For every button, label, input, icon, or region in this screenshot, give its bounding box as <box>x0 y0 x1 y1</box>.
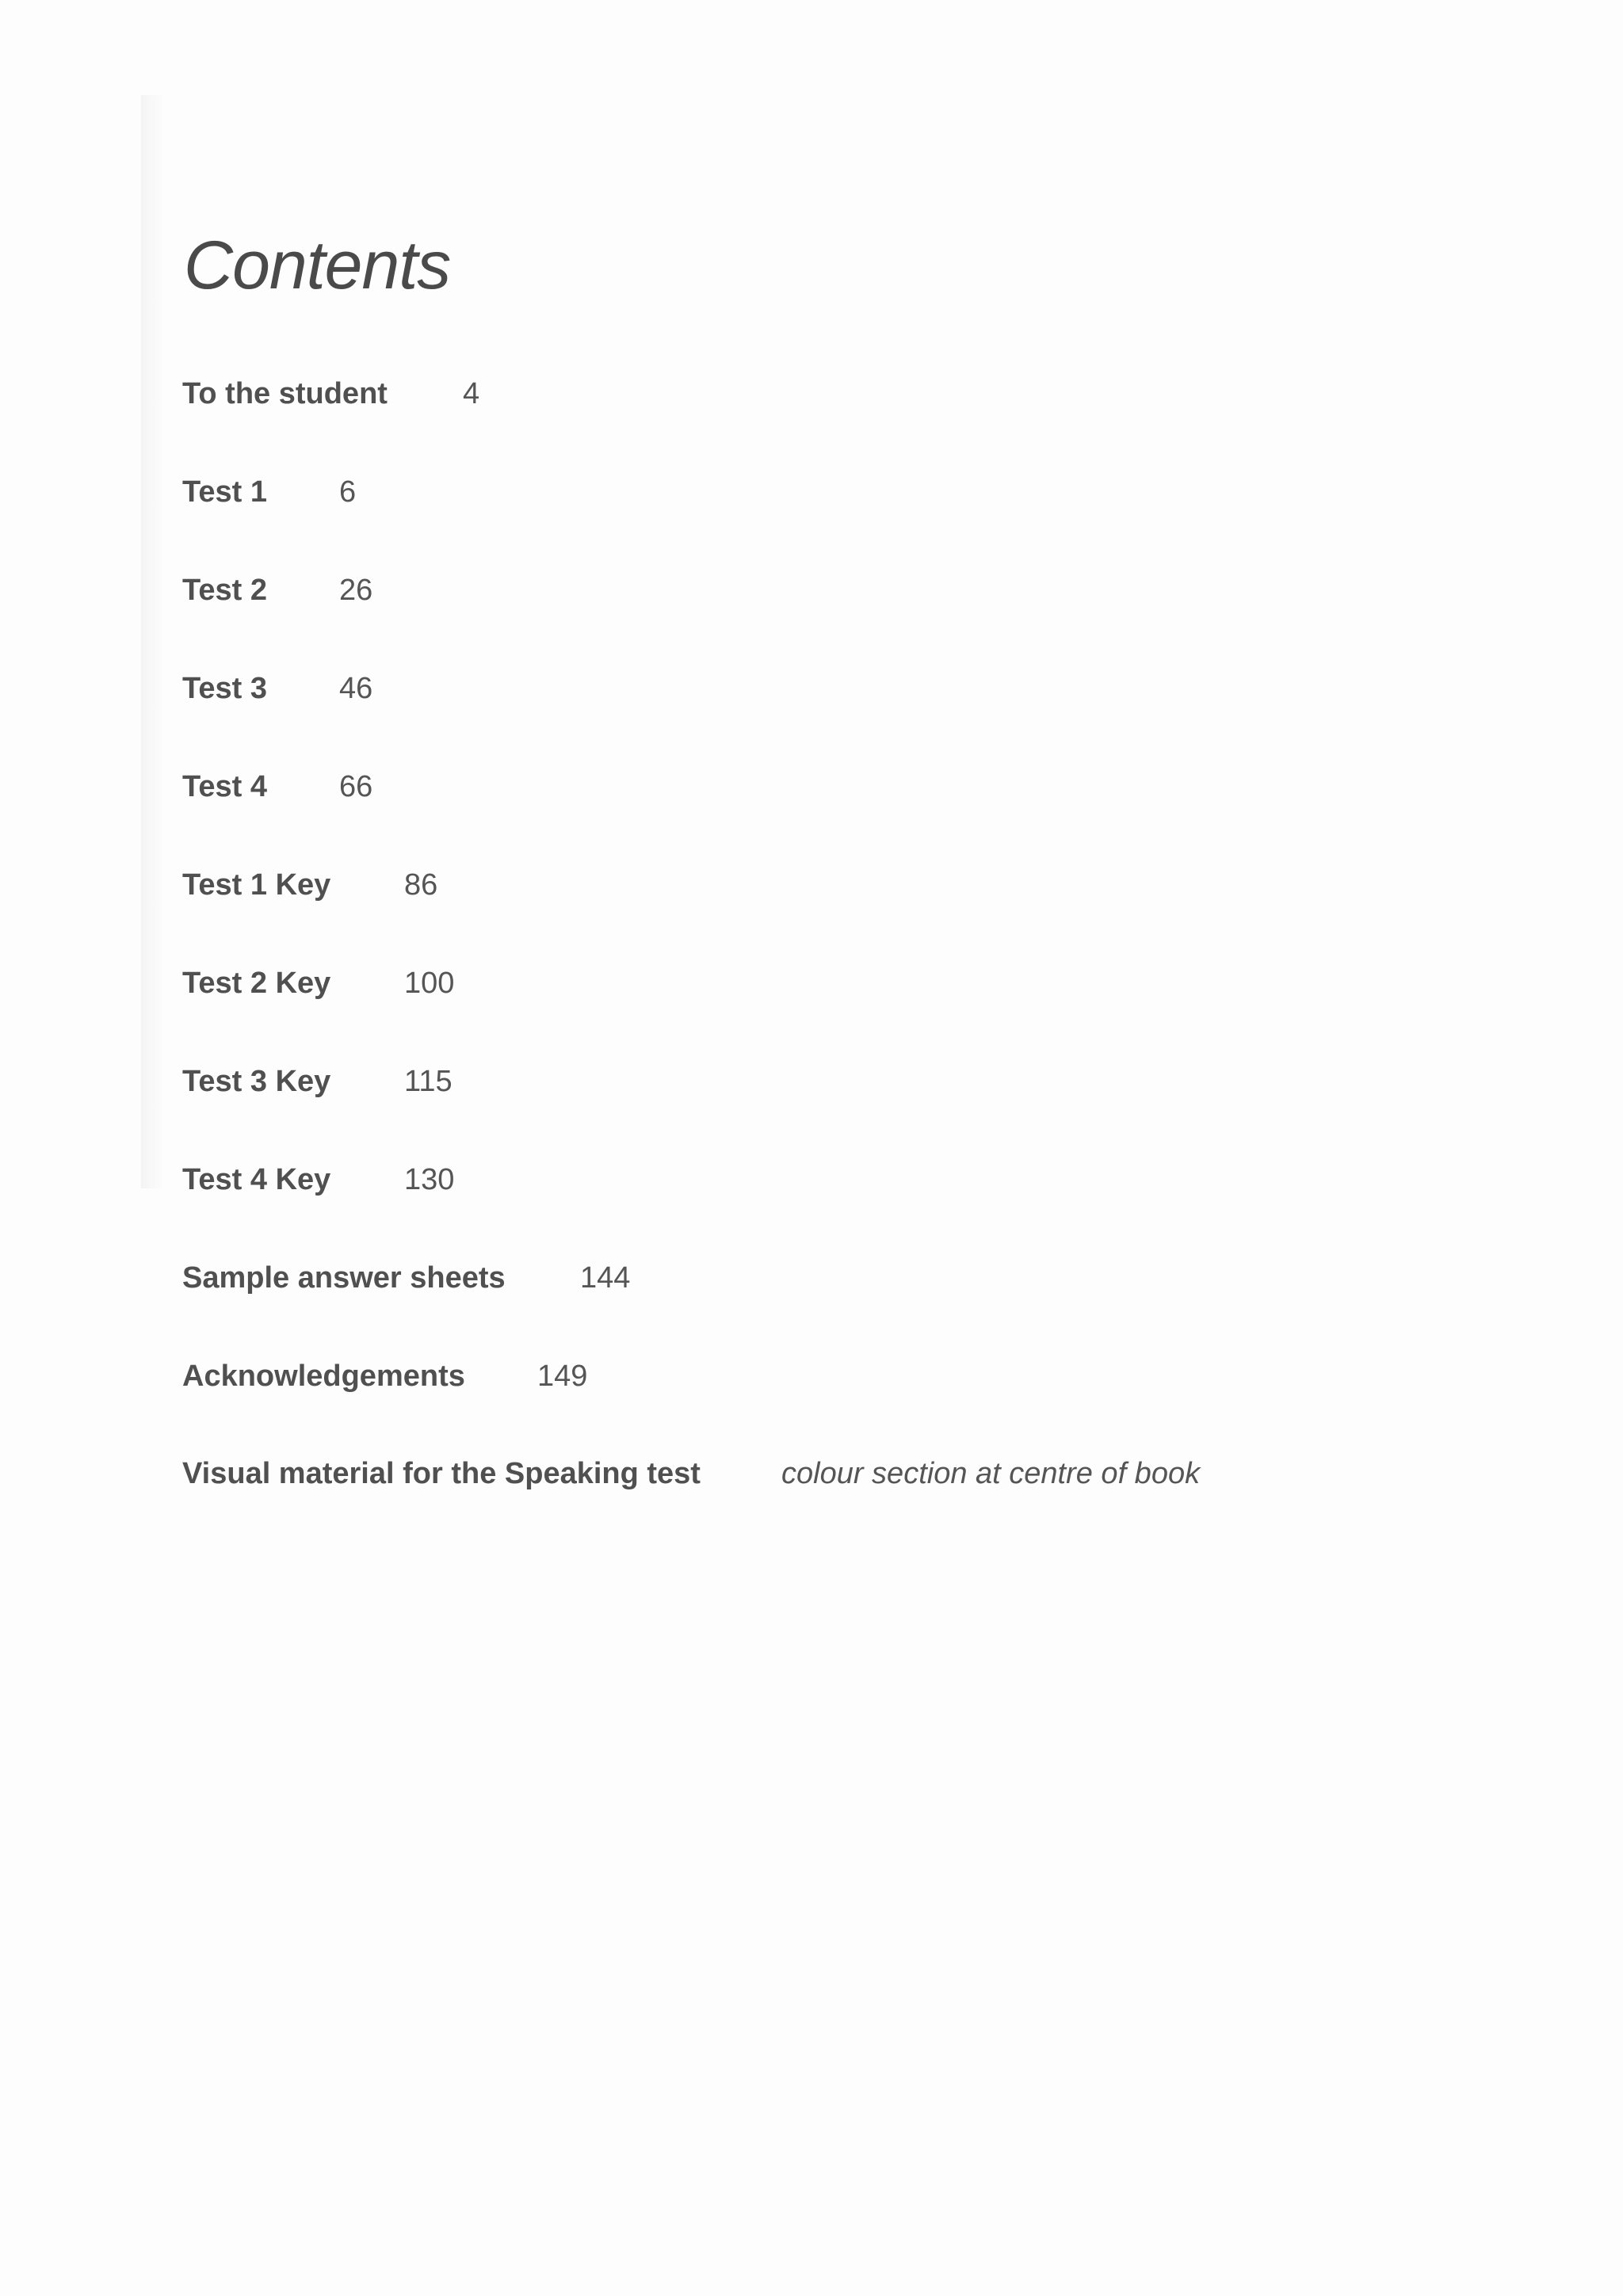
toc-entry-test-4-key <box>182 1163 455 1196</box>
toc-entry-test-3 <box>182 672 373 705</box>
toc-label: Test 1 Key <box>182 868 331 902</box>
toc-page-number: 4 <box>463 377 480 410</box>
toc-entry-test-4 <box>182 770 373 803</box>
toc-entry-acknowledgements <box>182 1360 588 1393</box>
page-title: Contents <box>184 227 451 303</box>
toc-entry-test-2 <box>182 574 373 607</box>
toc-note: colour section at centre of book <box>781 1457 1201 1490</box>
toc-label: Visual material for the Speaking test <box>182 1457 701 1490</box>
toc-label: Test 4 Key <box>182 1163 331 1196</box>
toc-entry-sample-answer-sheets <box>182 1261 631 1295</box>
toc-page-number: 144 <box>580 1261 631 1295</box>
toc-label: Test 4 <box>182 770 268 803</box>
toc-label: To the student <box>182 377 388 410</box>
toc-page-number: 149 <box>537 1360 588 1393</box>
toc-page-number: 6 <box>339 475 357 509</box>
toc-entry-to-the-student <box>182 377 480 410</box>
toc-page-number: 86 <box>404 868 438 902</box>
toc-page-number: 130 <box>404 1163 455 1196</box>
toc-entry-test-2-key <box>182 967 455 1000</box>
toc-entry-test-1-key <box>182 868 438 902</box>
toc-label: Test 3 <box>182 672 268 705</box>
toc-page-number: 46 <box>339 672 373 705</box>
toc-page-number: 100 <box>404 967 455 1000</box>
toc-label: Acknowledgements <box>182 1360 465 1393</box>
toc-label: Test 1 <box>182 475 268 509</box>
scan-edge-shadow <box>141 95 165 1188</box>
toc-label: Test 2 Key <box>182 967 331 1000</box>
toc-label: Test 2 <box>182 574 268 607</box>
toc-page-number: 26 <box>339 574 373 607</box>
toc-page-number: 66 <box>339 770 373 803</box>
toc-page-number: 115 <box>404 1065 453 1098</box>
toc-label: Test 3 Key <box>182 1065 331 1098</box>
toc-entry-visual-material <box>182 1457 1201 1490</box>
toc-entry-test-3-key <box>182 1065 453 1098</box>
toc-label: Sample answer sheets <box>182 1261 506 1295</box>
toc-entry-test-1 <box>182 475 357 509</box>
